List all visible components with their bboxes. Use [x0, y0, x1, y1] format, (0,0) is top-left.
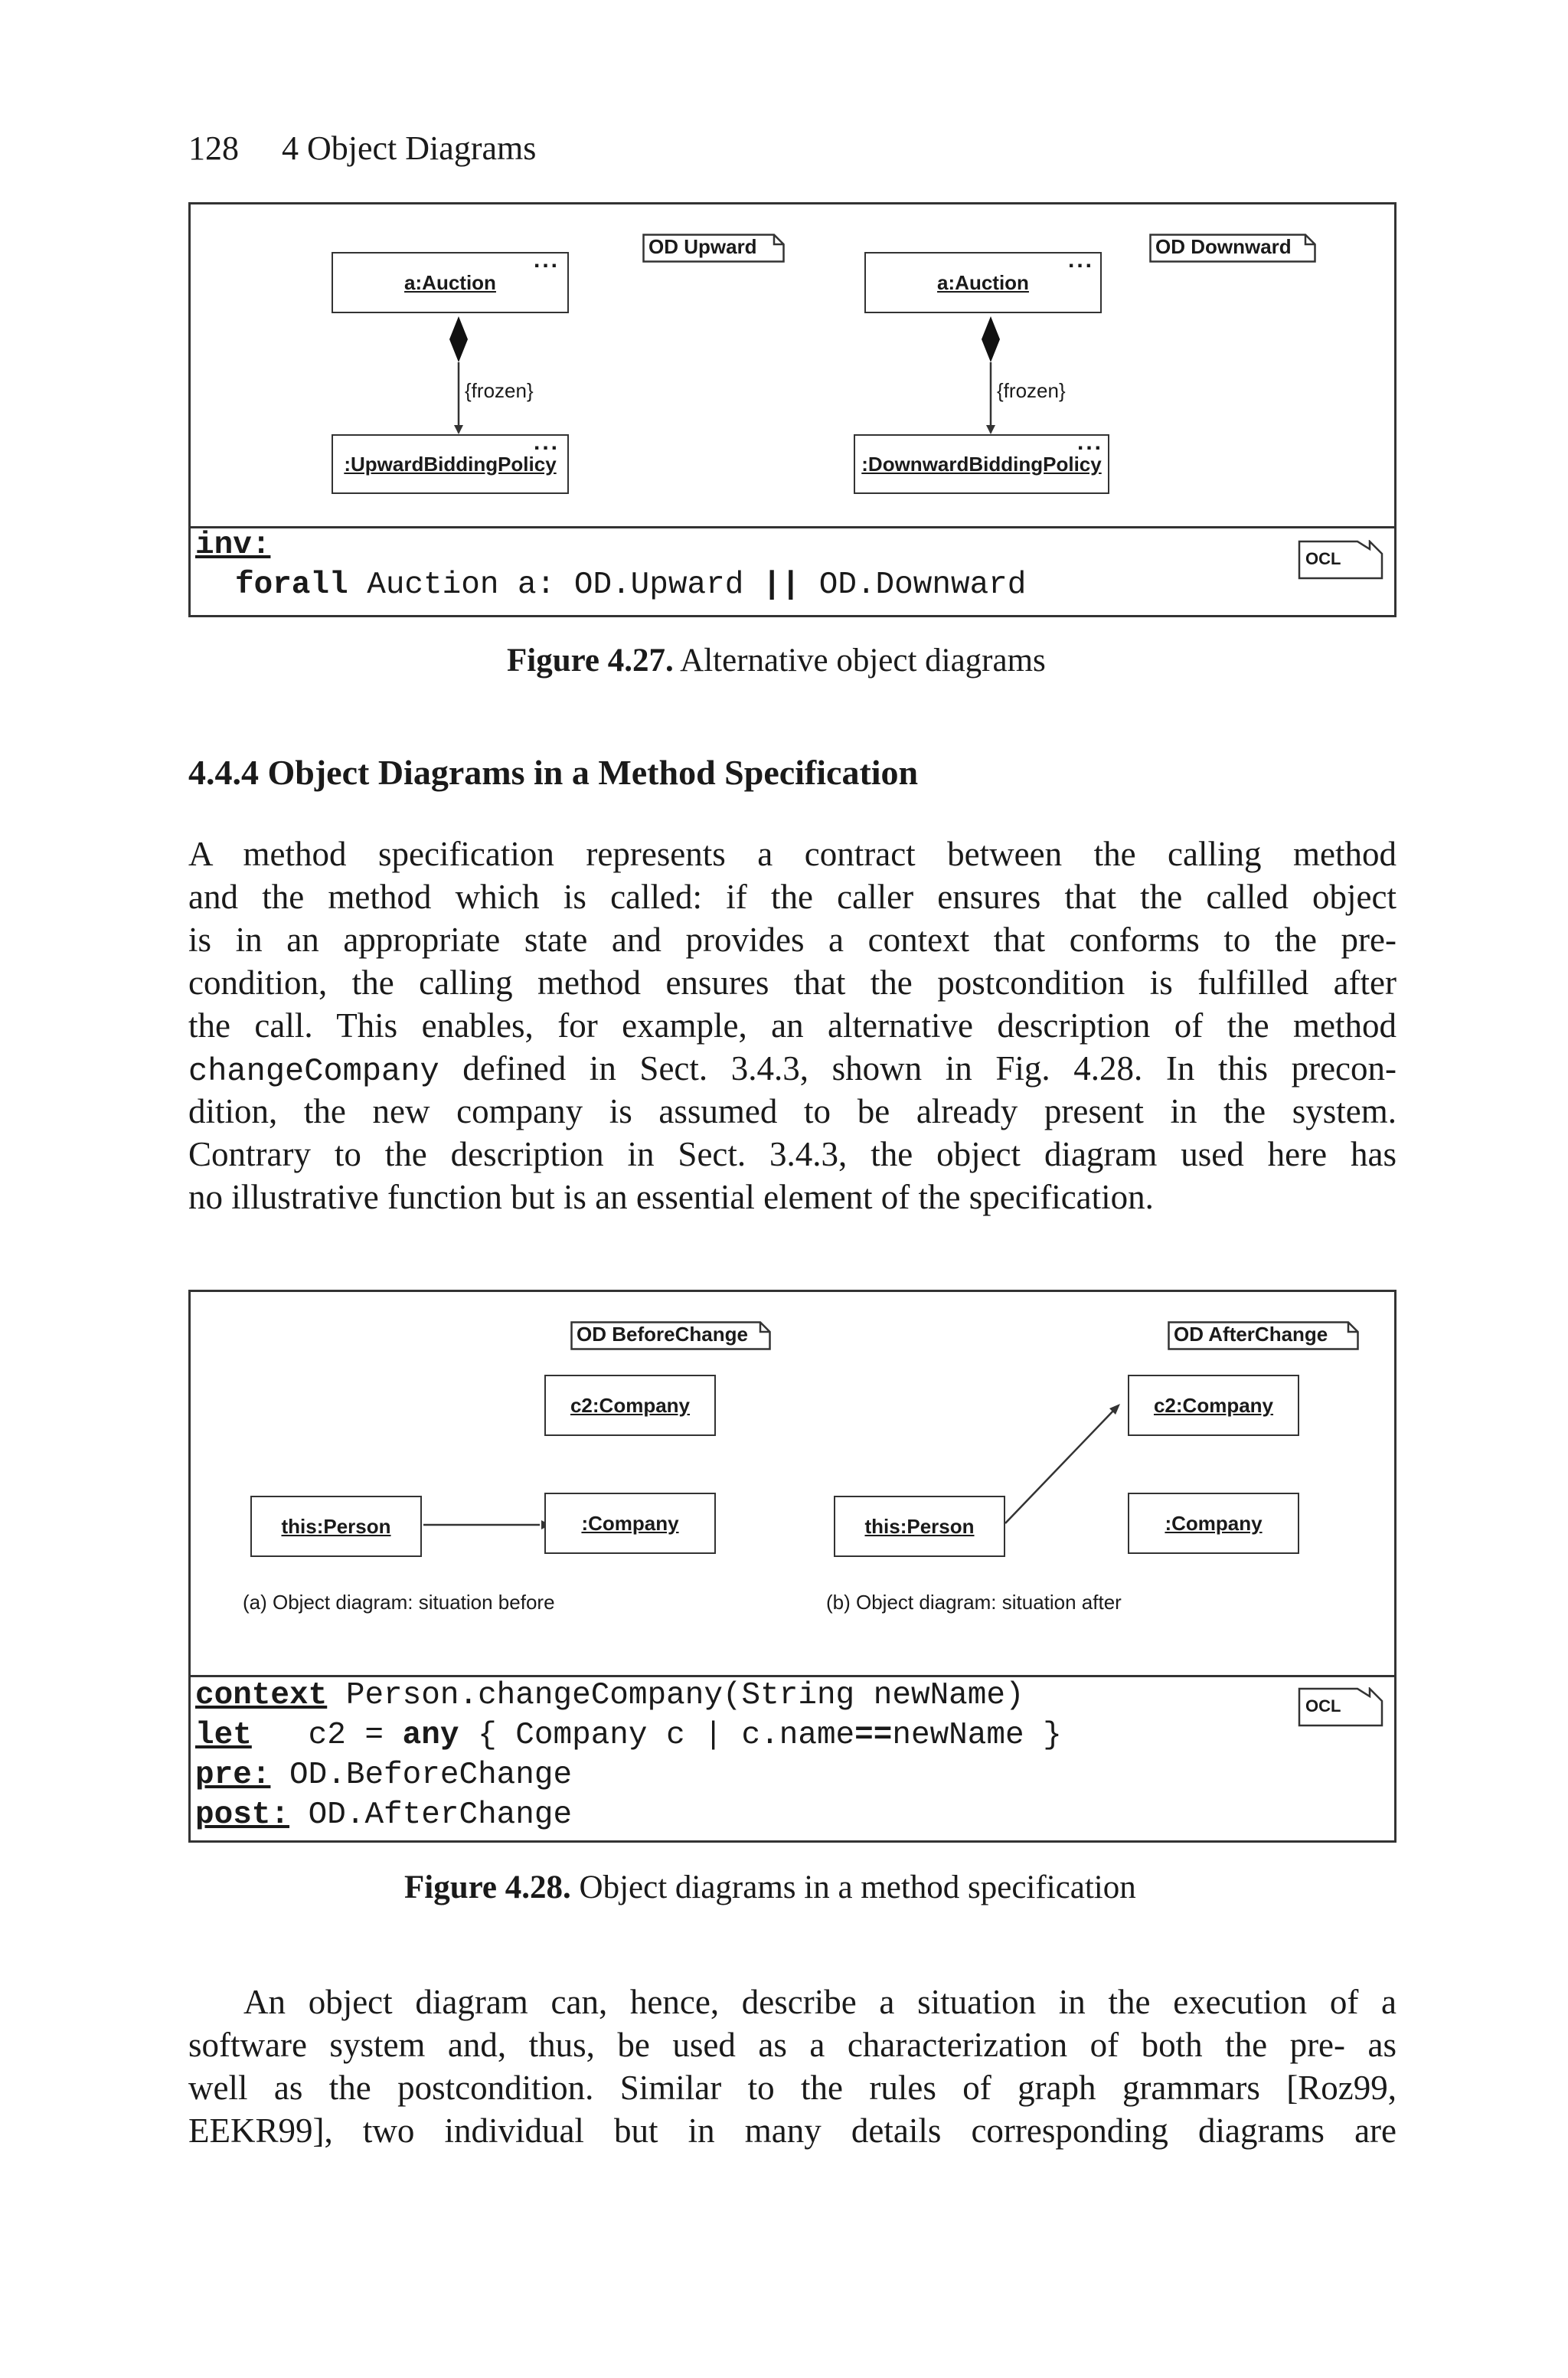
ellipsis-marker: ... [1077, 430, 1104, 455]
text-line: software system and, thus, be used as a characterization of both the pre- as [188, 2026, 1396, 2064]
figure-4-27-diagram [191, 204, 1394, 528]
figure-4-28-caption: Figure 4.28. Object diagrams in a method specification [404, 1869, 1136, 1905]
this-person-object: this:Person [250, 1496, 422, 1557]
text-line: EEKR99], two individual but in many details corresponding diagrams are [188, 2111, 1396, 2150]
od-downward-tag: OD Downward [1149, 234, 1316, 263]
text-line: dition, the new company is assumed to be already present in the system. [188, 1092, 1396, 1130]
running-head [188, 129, 536, 168]
company-link [1005, 1408, 1116, 1523]
downward-bidding-policy-object: :DownwardBiddingPolicy [854, 434, 1109, 494]
text-line: An object diagram can, hence, describe a situation in the execution of a [243, 1983, 1396, 2021]
composition-diamond [449, 316, 468, 362]
upward-bidding-policy-object: :UpwardBiddingPolicy [332, 434, 569, 494]
text-line: is in an appropriate state and provides a context that conforms to the pre- [188, 921, 1396, 959]
text-line: well as the postcondition. Similar to the rules of graph grammars [Roz99, [188, 2069, 1396, 2107]
ocl-post-line: post: OD.AfterChange [195, 1797, 573, 1833]
figure-4-27-caption: Figure 4.27. Alternative object diagrams [507, 643, 1046, 679]
paragraph-1 [188, 832, 1396, 1218]
composition-diamond [982, 316, 1000, 362]
c2-company-object: c2:Company [544, 1375, 716, 1436]
inline-code: changeCompany [188, 1053, 439, 1090]
od-afterchange-tag: OD AfterChange [1168, 1321, 1359, 1350]
text-line: changeCompany defined in Sect. 3.4.3, shown in Fig. 4.28. In this precon- [188, 1049, 1396, 1090]
this-person-object: this:Person [834, 1496, 1005, 1557]
ellipsis-marker: ... [534, 430, 560, 455]
od-upward-tag: OD Upward [642, 234, 785, 263]
text-line: Contrary to the description in Sect. 3.4.3, the object diagram used here has [188, 1135, 1396, 1173]
figure-4-28 [188, 1290, 1396, 1843]
situation-after-label: (b) Object diagram: situation after [826, 1591, 1122, 1614]
od-beforechange-tag: OD BeforeChange [570, 1321, 771, 1350]
ocl-method-spec [191, 1675, 1394, 1840]
ocl-badge: OCL [1298, 540, 1383, 580]
ocl-pre-line: pre: OD.BeforeChange [195, 1758, 573, 1793]
text-line: and the method which is called: if the caller ensures that the called object [188, 878, 1396, 916]
section-heading: 4.4.4 Object Diagrams in a Method Specification [188, 753, 919, 792]
company-object: :Company [544, 1493, 716, 1554]
ocl-badge: OCL [1298, 1687, 1383, 1727]
page-number: 128 [188, 129, 239, 167]
figure-4-28-diagram [191, 1292, 1394, 1677]
link-arrowhead [986, 425, 995, 434]
text-line: condition, the calling method ensures that the postcondition is fulfilled after [188, 963, 1396, 1002]
paragraph-2 [188, 1981, 1396, 2152]
text-line: no illustrative function but is an essential element of the specification. [188, 1178, 1154, 1216]
ocl-invariant [191, 526, 1394, 615]
text-line: A method specification represents a contract between the calling method [188, 835, 1396, 873]
link-arrowhead [454, 425, 463, 434]
company-object: :Company [1128, 1493, 1299, 1554]
frozen-constraint: {frozen} [997, 379, 1066, 402]
figure-4-27 [188, 202, 1396, 617]
ocl-context-line: context Person.changeCompany(String newName) [195, 1678, 1024, 1713]
c2-company-object: c2:Company [1128, 1375, 1299, 1436]
ellipsis-marker: ... [1068, 247, 1095, 273]
chapter-title: 4 Object Diagrams [282, 129, 537, 167]
frozen-constraint: {frozen} [465, 379, 534, 402]
ellipsis-marker: ... [534, 247, 560, 273]
auction-object: a:Auction [864, 252, 1102, 313]
text-line: the call. This enables, for example, an alternative description of the method [188, 1006, 1396, 1045]
situation-before-label: (a) Object diagram: situation before [243, 1591, 555, 1614]
auction-object: a:Auction [332, 252, 569, 313]
ocl-keyword: inv: [195, 528, 271, 563]
ocl-let-line: let c2 = any { Company c | c.name==newName } [195, 1718, 1062, 1753]
ocl-expression: forall Auction a: OD.Upward || OD.Downward [235, 568, 1027, 603]
